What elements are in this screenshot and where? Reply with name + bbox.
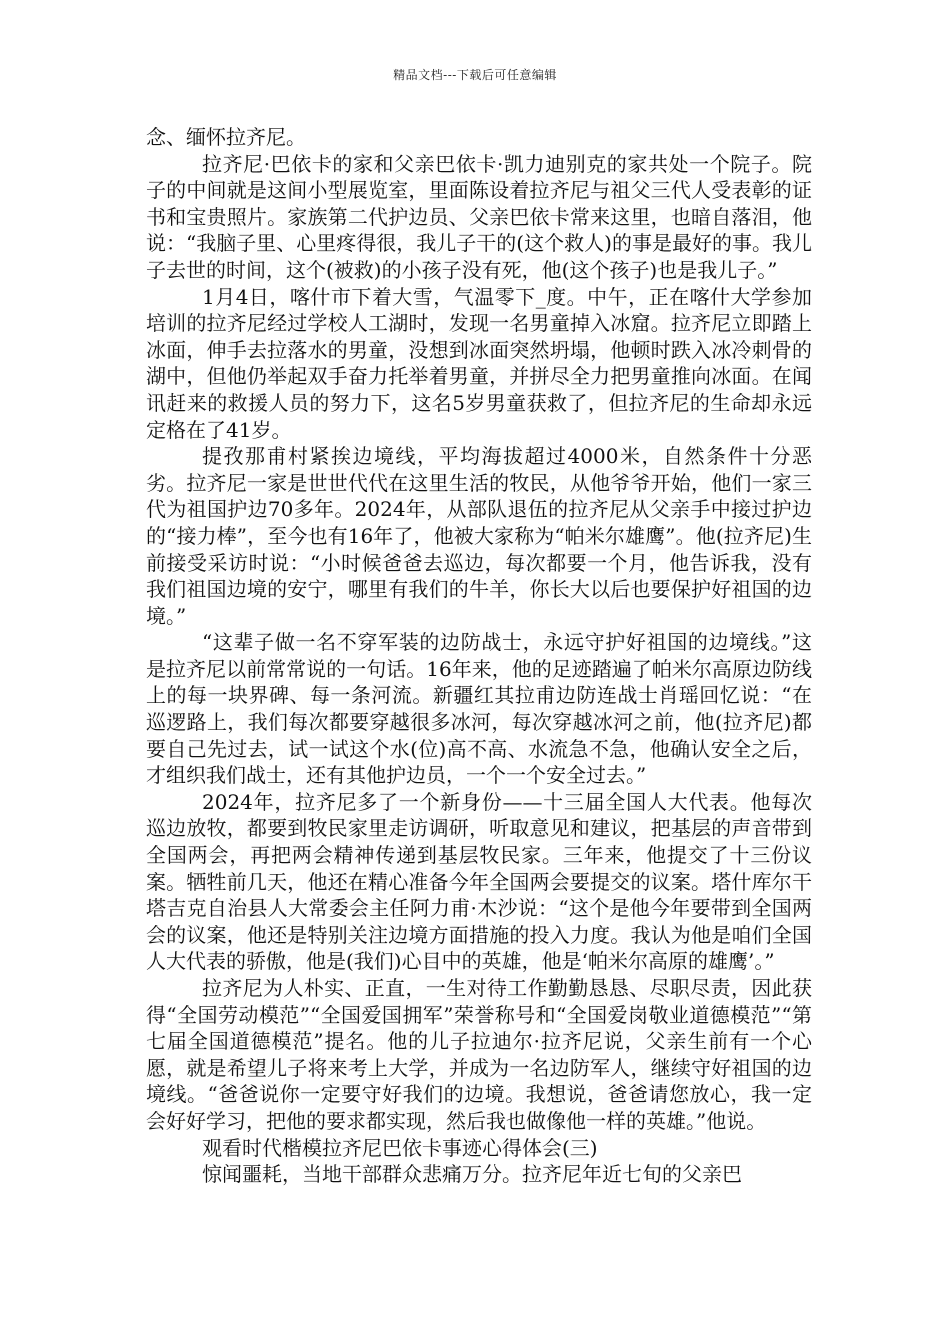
paragraph-continuation: 念、缅怀拉齐尼。	[146, 125, 306, 149]
paragraph-patrol: “这辈子做一名不穿军装的边防战士，永远守护好祖国的边境线。”这是拉齐尼以前常常说的一句话。16年来，他的足迹踏遍了帕米尔高原边防线上的每一块界碑、每一条河流。新疆红其拉甫边防连战士肖瑶回忆说：“在巡逻路上，我们每次都要穿越很多冰河，每次穿越冰河之前，他(拉齐尼)都要自己先过去，试一试这个水(位)高不高、水流急不急，他确认安全之后，才组织我们战士，还有其他护边员，一个一个安全过去。”	[146, 630, 812, 788]
paragraph-border-guard: 提孜那甫村紧挨边境线，平均海拔超过4000米，自然条件十分恶劣。拉齐尼一家是世世代代在这里生活的牧民，从他爷爷开始，他们一家三代为祖国护边70多年。2024年，从部队退伍的拉齐尼从父亲手中接过护边的“接力棒”，至今也有16年了，他被大家称为“帕米尔雄鹰”。他(拉齐尼)生前接受采访时说：“小时候爸爸去巡边，每次都要一个月，他告诉我，没有我们祖国边境的安宁，哪里有我们的牛羊，你长大以后也要保护好祖国的边境。”	[146, 444, 812, 628]
paragraph-mourning: 惊闻噩耗，当地干部群众悲痛万分。拉齐尼年近七旬的父亲巴	[202, 1162, 742, 1187]
paragraph-honors: 拉齐尼为人朴实、正直，一生对待工作勤勤恳恳、尽职尽责，因此获得“全国劳动模范”“全国爱国拥军”荣誉称号和“全国爱岗敬业道德模范”“第七届全国道德模范”提名。他的儿子拉迪尔·拉齐尼说，父亲生前有一个心愿，就是希望儿子将来考上大学，并成为一名边防军人，继续守好祖国的边境线。“爸爸说你一定要守好我们的边境。我想说，爸爸请您放心，我一定会好好学习，把他的要求都实现，然后我也做像他一样的英雄。”他说。	[146, 976, 812, 1133]
document-body	[146, 124, 812, 1188]
paragraph-deputy: 2024年，拉齐尼多了一个新身份——十三届全国人大代表。他每次巡边放牧，都要到牧民家里走访调研，听取意见和建议，把基层的声音带到全国两会，再把两会精神传递到基层牧民家。三年来，他提交了十三份议案。牺牲前几天，他还在精心准备今年全国两会要提交的议案。塔什库尔干塔吉克自治县人大常委会主任阿力甫·木沙说：“这个是他今年要带到全国两会的议案，他还是特别关注边境方面措施的投入力度。我认为他是咱们全国人大代表的骄傲，他是(我们)心目中的英雄，他是‘帕米尔高原的雄鹰’。”	[146, 789, 812, 974]
section-title: 观看时代楷模拉齐尼巴依卡事迹心得体会(三)	[202, 1135, 598, 1160]
page-header: 精品文档---下载后可任意编辑	[393, 68, 557, 82]
paragraph-family-home: 拉齐尼·巴依卡的家和父亲巴依卡·凯力迪别克的家共处一个院子。院子的中间就是这间小型展览室，里面陈设着拉齐尼与祖父三代人受表彰的证书和宝贵照片。家族第二代护边员、父亲巴依卡常来这里，也暗自落泪，他说：“我脑子里、心里疼得很，我儿子干的(这个救人)的事是最好的事。我儿子去世的时间，这个(被救)的小孩子没有死，他(这个孩子)也是我儿子。”	[146, 151, 812, 282]
paragraph-rescue: 1月4日，喀什市下着大雪，气温零下_度。中午，正在喀什大学参加培训的拉齐尼经过学校人工湖时，发现一名男童掉入冰窟。拉齐尼立即踏上冰面，伸手去拉落水的男童，没想到冰面突然坍塌，他顿时跌入冰冷刺骨的湖中，但他仍举起双手奋力托举着男童，并拼尽全力把男童推向冰面。在闻讯赶来的救援人员的努力下，这名5岁男童获救了，但拉齐尼的生命却永远定格在了41岁。	[146, 284, 812, 442]
